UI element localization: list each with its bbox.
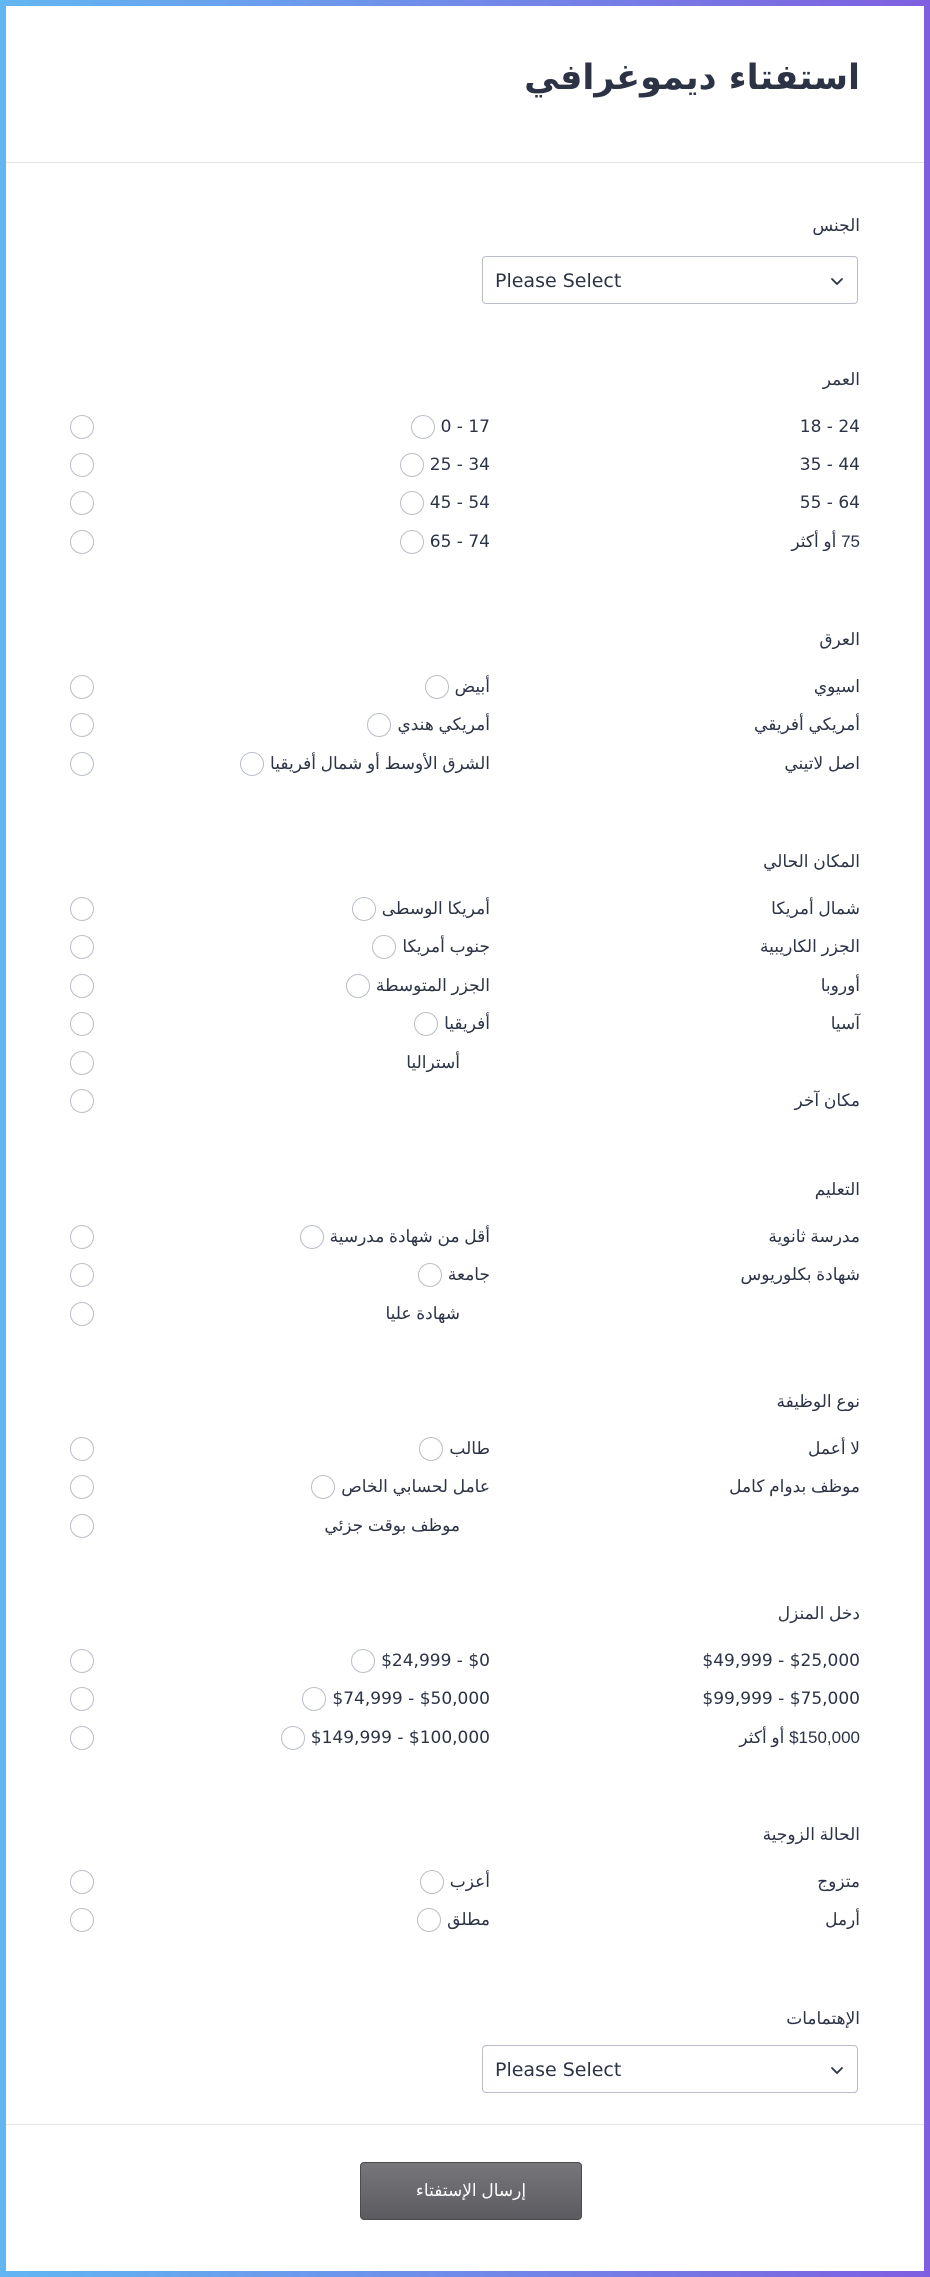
job-option-full-time[interactable]	[729, 1474, 860, 1500]
age-option-0-17[interactable]	[411, 414, 490, 440]
ethnicity-option-latino[interactable]	[784, 751, 860, 777]
interests-select-value: Please Select	[495, 2059, 622, 2081]
education-option-label: جامعة	[447, 1265, 490, 1284]
job-option-label: عامل لحسابي الخاص	[341, 1477, 490, 1496]
age-option-label: 24 - 18	[799, 417, 860, 437]
radio-button[interactable]	[70, 1870, 94, 1894]
ethnicity-option-african-american[interactable]	[754, 712, 860, 738]
age-option-75-plus[interactable]	[791, 529, 860, 555]
radio-button[interactable]	[414, 1012, 438, 1036]
location-option-central-america[interactable]	[352, 896, 490, 922]
radio-button[interactable]	[70, 1475, 94, 1499]
education-option-high-school[interactable]	[768, 1224, 860, 1250]
location-option-label: أستراليا	[406, 1053, 460, 1072]
location-option-label: أمريكا الوسطى	[381, 899, 490, 918]
gender-select-value: Please Select	[495, 270, 622, 292]
radio-button[interactable]	[70, 1437, 94, 1461]
job-option-label: موظف بوقت جزئي	[324, 1516, 460, 1535]
marital-option-divorced[interactable]	[417, 1907, 490, 1933]
interests-label: الإهتمامات	[786, 2009, 860, 2028]
location-option-label: جنوب أمريكا	[402, 937, 490, 956]
form-title: استفتاء ديموغرافي	[524, 58, 860, 98]
marital-label: الحالة الزوجية	[762, 1825, 860, 1844]
education-label: التعليم	[814, 1180, 860, 1199]
radio-button[interactable]	[70, 1012, 94, 1036]
education-option-less-than-school[interactable]	[300, 1224, 490, 1250]
location-option-label: مكان آخر	[794, 1091, 860, 1110]
radio-button[interactable]	[302, 1687, 326, 1711]
age-option-18-24[interactable]	[800, 414, 860, 440]
radio-button[interactable]	[70, 897, 94, 921]
age-option-45-54[interactable]	[400, 490, 490, 516]
age-option-label: 54 - 45	[429, 493, 490, 513]
form-card	[6, 6, 924, 2271]
radio-button[interactable]	[70, 1649, 94, 1673]
ethnicity-option-label: أمريكي هندي	[397, 715, 490, 734]
radio-button[interactable]	[70, 1225, 94, 1249]
location-option-label: أوروبا	[820, 976, 860, 995]
radio-button[interactable]	[70, 1514, 94, 1538]
radio-button[interactable]	[70, 974, 94, 998]
ethnicity-option-white[interactable]	[425, 674, 490, 700]
job-label: نوع الوظيفة	[776, 1392, 860, 1411]
location-option-australia[interactable]	[406, 1050, 460, 1076]
radio-button[interactable]	[425, 675, 449, 699]
income-option-50k-74k[interactable]	[302, 1686, 490, 1712]
radio-button[interactable]	[400, 491, 424, 515]
location-option-label: آسيا	[830, 1014, 860, 1033]
radio-button[interactable]	[367, 713, 391, 737]
income-option-0-24k[interactable]	[351, 1648, 490, 1674]
radio-button[interactable]	[70, 1302, 94, 1326]
education-option-bachelor[interactable]	[741, 1262, 860, 1288]
location-option-asia[interactable]	[831, 1011, 860, 1037]
ethnicity-option-label: اسيوي	[813, 677, 860, 696]
chevron-down-icon	[829, 273, 845, 289]
location-option-label: أفريقيا	[444, 1014, 490, 1033]
radio-button[interactable]	[352, 897, 376, 921]
ethnicity-option-asian[interactable]	[814, 674, 860, 700]
location-option-caribbean[interactable]	[760, 934, 860, 960]
radio-button[interactable]	[70, 935, 94, 959]
age-option-label: 75 أو أكثر	[791, 532, 860, 551]
location-option-europe[interactable]	[821, 973, 860, 999]
marital-option-married[interactable]	[817, 1869, 860, 1895]
age-option-label: 74 - 65	[429, 532, 490, 552]
income-option-75k-99k[interactable]	[702, 1686, 860, 1712]
radio-button[interactable]	[400, 453, 424, 477]
radio-button[interactable]	[346, 974, 370, 998]
income-option-100k-149k[interactable]	[281, 1725, 490, 1751]
education-option-label: مدرسة ثانوية	[768, 1227, 860, 1246]
ethnicity-option-label: أبيض	[454, 677, 490, 696]
marital-option-widowed[interactable]	[825, 1907, 860, 1933]
age-option-65-74[interactable]	[400, 529, 490, 555]
radio-button[interactable]	[240, 752, 264, 776]
location-option-mediterranean[interactable]	[346, 973, 490, 999]
radio-button[interactable]	[300, 1225, 324, 1249]
income-option-label: $50,000 - $74,999	[332, 1689, 490, 1709]
income-label: دخل المنزل	[777, 1604, 860, 1623]
form-header	[6, 6, 924, 163]
job-option-student[interactable]	[419, 1436, 490, 1462]
chevron-down-icon	[829, 2062, 845, 2078]
location-option-label: شمال أمريكا	[771, 899, 860, 918]
income-option-label: $0 - $24,999	[381, 1651, 490, 1671]
income-option-label: $75,000 - $99,999	[702, 1689, 860, 1709]
ethnicity-option-label: اصل لاتيني	[784, 754, 860, 773]
radio-button[interactable]	[70, 1263, 94, 1287]
location-option-south-america[interactable]	[372, 934, 490, 960]
radio-button[interactable]	[70, 1726, 94, 1750]
radio-button[interactable]	[70, 1051, 94, 1075]
location-option-africa[interactable]	[414, 1011, 490, 1037]
marital-option-label: أرمل	[825, 1910, 860, 1929]
education-option-label: أقل من شهادة مدرسية	[329, 1227, 490, 1246]
radio-button[interactable]	[70, 453, 94, 477]
interests-select[interactable]	[482, 2045, 858, 2093]
radio-button[interactable]	[281, 1726, 305, 1750]
job-option-self-employed[interactable]	[311, 1474, 490, 1500]
age-label: العمر	[822, 370, 860, 389]
education-option-label: شهادة بكلوريوس	[740, 1265, 860, 1284]
radio-button[interactable]	[70, 415, 94, 439]
education-option-label: شهادة عليا	[385, 1304, 460, 1323]
ethnicity-label: العرق	[819, 630, 860, 649]
radio-button[interactable]	[70, 713, 94, 737]
marital-option-label: أعزب	[449, 1872, 490, 1891]
location-option-label: الجزر المتوسطة	[375, 976, 490, 995]
ethnicity-option-label: الشرق الأوسط أو شمال أفريقيا	[270, 754, 490, 773]
age-option-25-34[interactable]	[400, 452, 490, 478]
age-option-35-44[interactable]	[800, 452, 860, 478]
age-option-label: 17 - 0	[440, 417, 490, 437]
radio-button[interactable]	[70, 752, 94, 776]
ethnicity-option-label: أمريكي أفريقي	[754, 715, 860, 734]
location-option-other[interactable]	[795, 1088, 861, 1114]
job-option-label: لا أعمل	[808, 1439, 860, 1458]
radio-button[interactable]	[70, 1089, 94, 1113]
income-option-label: $150,000 أو أكثر	[739, 1728, 860, 1747]
radio-button[interactable]	[70, 491, 94, 515]
radio-button[interactable]	[351, 1649, 375, 1673]
radio-button[interactable]	[411, 415, 435, 439]
age-option-55-64[interactable]	[800, 490, 860, 516]
radio-button[interactable]	[311, 1475, 335, 1499]
age-option-label: 34 - 25	[429, 455, 490, 475]
ethnicity-option-mena[interactable]	[240, 751, 490, 777]
radio-button[interactable]	[418, 1263, 442, 1287]
job-option-not-working[interactable]	[808, 1436, 860, 1462]
education-option-university[interactable]	[418, 1262, 490, 1288]
income-option-label: $25,000 - $49,999	[702, 1651, 860, 1671]
job-option-part-time[interactable]	[324, 1513, 460, 1539]
gender-select[interactable]	[482, 256, 858, 304]
gender-label: الجنس	[812, 216, 860, 235]
marital-option-label: متزوج	[817, 1872, 860, 1891]
radio-button[interactable]	[70, 1687, 94, 1711]
marital-option-label: مطلق	[447, 1910, 490, 1929]
ethnicity-option-american-indian[interactable]	[367, 712, 490, 738]
location-label: المكان الحالي	[763, 852, 860, 871]
location-option-label: الجزر الكاريبية	[760, 937, 860, 956]
income-option-25k-49k[interactable]	[702, 1648, 860, 1674]
radio-button[interactable]	[400, 530, 424, 554]
radio-button[interactable]	[419, 1437, 443, 1461]
marital-option-single[interactable]	[420, 1869, 490, 1895]
age-option-label: 44 - 35	[799, 455, 860, 475]
location-option-north-america[interactable]	[771, 896, 860, 922]
job-option-label: موظف بدوام كامل	[729, 1477, 860, 1496]
submit-button[interactable]: إرسال الإستفتاء	[360, 2162, 582, 2220]
radio-button[interactable]	[372, 935, 396, 959]
radio-button[interactable]	[70, 675, 94, 699]
income-option-label: $100,000 - $149,999	[310, 1728, 490, 1748]
radio-button[interactable]	[70, 530, 94, 554]
radio-button[interactable]	[70, 1908, 94, 1932]
education-option-graduate[interactable]	[385, 1301, 460, 1327]
radio-button[interactable]	[417, 1908, 441, 1932]
radio-button[interactable]	[420, 1870, 444, 1894]
footer-divider	[6, 2124, 924, 2125]
job-option-label: طالب	[449, 1439, 490, 1458]
income-option-150k-plus[interactable]	[739, 1725, 860, 1751]
age-option-label: 64 - 55	[799, 493, 860, 513]
